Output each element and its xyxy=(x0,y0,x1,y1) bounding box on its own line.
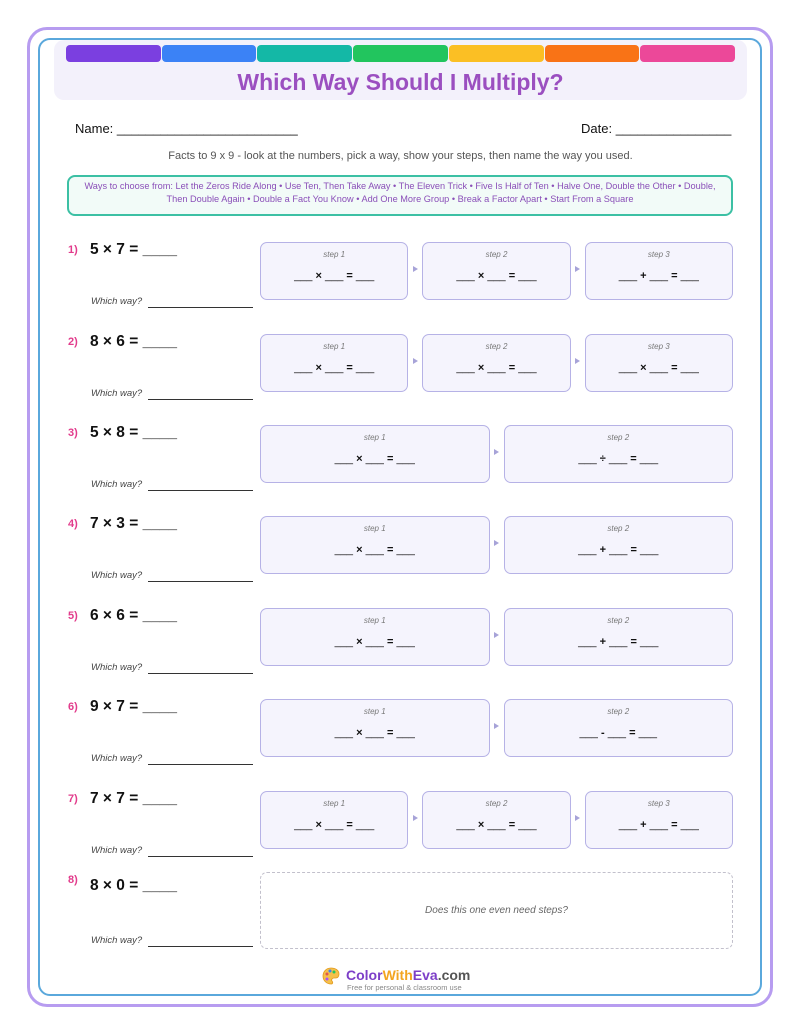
equals-symbol: = xyxy=(629,727,636,739)
step-equation xyxy=(261,636,489,648)
name-field[interactable] xyxy=(75,121,298,136)
step-box[interactable] xyxy=(504,608,734,666)
operator-symbol: × xyxy=(640,362,647,374)
operand-blank[interactable]: ___ xyxy=(365,544,384,556)
operand-blank[interactable]: ___ xyxy=(649,819,668,831)
multiplication-fact: 5 × 7 = ____ xyxy=(90,241,178,258)
step-box[interactable] xyxy=(585,242,733,300)
step-box[interactable] xyxy=(260,242,408,300)
operator-symbol: × xyxy=(477,362,485,374)
color-bar-segment xyxy=(640,45,735,62)
step-box[interactable] xyxy=(260,699,490,757)
operand-blank[interactable]: ___ xyxy=(487,819,506,831)
operand-blank[interactable]: ___ xyxy=(487,362,506,374)
operator-symbol: × xyxy=(315,362,322,374)
step-box[interactable] xyxy=(504,425,734,483)
operand-blank[interactable]: ___ xyxy=(618,362,638,374)
arrow-right-icon xyxy=(413,358,418,364)
step-equation xyxy=(261,270,407,282)
operand-blank[interactable]: ___ xyxy=(324,270,344,282)
step-label: step 3 xyxy=(647,342,670,351)
step-label: step 2 xyxy=(485,342,508,351)
operand-blank[interactable]: ___ xyxy=(578,636,597,648)
problem-row xyxy=(0,516,800,596)
operand-blank[interactable]: ___ xyxy=(456,270,475,282)
result-blank[interactable]: ___ xyxy=(355,362,375,374)
step-box[interactable] xyxy=(585,791,733,849)
equals-symbol: = xyxy=(630,636,637,648)
multiplication-fact: 8 × 6 = ____ xyxy=(90,333,178,350)
step-label: step 2 xyxy=(607,433,630,442)
brand-with: With xyxy=(382,967,413,983)
operator-symbol: + xyxy=(599,544,606,556)
problem-row xyxy=(0,608,800,688)
instructions: Facts to 9 x 9 - look at the numbers, pick a way, show your steps, then name the way you used. xyxy=(168,150,633,162)
equals-symbol: = xyxy=(346,270,353,282)
step-equation xyxy=(505,727,733,739)
which-way-label: Which way? xyxy=(91,662,143,673)
operand-blank[interactable]: ___ xyxy=(324,819,344,831)
operand-blank[interactable]: ___ xyxy=(607,727,627,739)
equals-symbol: = xyxy=(508,270,516,282)
step-box[interactable] xyxy=(585,334,733,392)
operand-blank[interactable]: ___ xyxy=(578,544,597,556)
color-bar-segment xyxy=(162,45,257,62)
multiplication-fact: 5 × 8 = ____ xyxy=(90,424,178,441)
arrow-right-icon xyxy=(575,358,580,364)
multiplication-fact: 7 × 3 = ____ xyxy=(90,515,178,532)
arrow-right-icon xyxy=(494,449,499,455)
result-blank[interactable]: ___ xyxy=(639,636,659,648)
problem-number: 8) xyxy=(68,874,78,886)
operand-blank[interactable]: ___ xyxy=(456,362,475,374)
step-label: step 3 xyxy=(647,250,670,259)
operator-symbol: × xyxy=(315,819,322,831)
operand-blank[interactable]: ___ xyxy=(609,636,628,648)
step-equation xyxy=(261,819,407,831)
operator-symbol: + xyxy=(599,636,606,648)
operand-blank[interactable]: ___ xyxy=(618,819,638,831)
operand-blank[interactable]: ___ xyxy=(365,727,384,739)
step-equation xyxy=(505,544,733,556)
step-label: step 1 xyxy=(323,342,346,351)
name-line[interactable]: _________________________ xyxy=(116,121,298,136)
operator-symbol: - xyxy=(600,727,605,739)
step-label: step 1 xyxy=(323,250,346,259)
step-equation xyxy=(505,636,733,648)
which-way-answer-line[interactable] xyxy=(148,856,253,857)
result-blank[interactable]: ___ xyxy=(396,636,415,648)
operand-blank[interactable]: ___ xyxy=(365,453,384,465)
which-way-label: Which way? xyxy=(91,845,143,856)
problem-number: 5) xyxy=(68,610,78,622)
step-box[interactable] xyxy=(260,791,408,849)
no-steps-note: Does this one even need steps? xyxy=(425,905,568,916)
operand-blank[interactable]: ___ xyxy=(618,270,638,282)
problem-number: 4) xyxy=(68,518,78,530)
operand-blank[interactable]: ___ xyxy=(334,453,353,465)
date-field[interactable] xyxy=(581,121,731,136)
equals-symbol: = xyxy=(508,362,516,374)
multiplication-fact: 8 × 0 = ____ xyxy=(90,877,178,894)
which-way-answer-line[interactable] xyxy=(148,581,253,582)
multiplication-fact: 6 × 6 = ____ xyxy=(90,607,178,624)
operand-blank[interactable]: ___ xyxy=(334,727,353,739)
footer-brand[interactable] xyxy=(346,967,470,983)
no-steps-box[interactable] xyxy=(260,872,733,949)
operand-blank[interactable]: ___ xyxy=(649,362,668,374)
step-equation xyxy=(423,270,569,282)
problem-row xyxy=(0,872,800,952)
step-box[interactable] xyxy=(260,516,490,574)
operand-blank[interactable]: ___ xyxy=(294,819,313,831)
operand-blank[interactable]: ___ xyxy=(487,270,506,282)
problem-row xyxy=(0,699,800,779)
which-way-answer-line[interactable] xyxy=(148,764,253,765)
result-blank[interactable]: ___ xyxy=(680,819,699,831)
step-label: step 1 xyxy=(363,616,386,625)
result-blank[interactable]: ___ xyxy=(639,453,659,465)
step-equation xyxy=(261,727,489,739)
equals-symbol: = xyxy=(346,819,353,831)
brand-color: Color xyxy=(346,967,383,983)
operator-symbol: ÷ xyxy=(599,453,606,465)
step-label: step 3 xyxy=(647,799,670,808)
operator-symbol: × xyxy=(356,453,363,465)
step-box[interactable] xyxy=(422,334,570,392)
brand-eva: Eva xyxy=(412,967,438,983)
equals-symbol: = xyxy=(508,819,516,831)
result-blank[interactable]: ___ xyxy=(396,544,415,556)
operator-symbol: × xyxy=(477,819,485,831)
arrow-right-icon xyxy=(494,632,499,638)
operator-symbol: × xyxy=(315,270,322,282)
operand-blank[interactable]: ___ xyxy=(334,544,353,556)
arrow-right-icon xyxy=(494,723,499,729)
arrow-right-icon xyxy=(413,815,418,821)
equals-symbol: = xyxy=(630,544,637,556)
operator-symbol: + xyxy=(640,819,647,831)
which-way-label: Which way? xyxy=(91,388,143,399)
problem-number: 6) xyxy=(68,701,78,713)
equals-symbol: = xyxy=(346,362,353,374)
result-blank[interactable]: ___ xyxy=(639,544,659,556)
equals-symbol: = xyxy=(386,636,394,648)
equals-symbol: = xyxy=(630,453,637,465)
step-box[interactable] xyxy=(260,608,490,666)
operand-blank[interactable]: ___ xyxy=(324,362,344,374)
step-equation xyxy=(261,544,489,556)
step-label: step 1 xyxy=(363,433,386,442)
which-way-answer-line[interactable] xyxy=(148,946,253,947)
step-equation xyxy=(261,453,489,465)
date-line[interactable]: ________________ xyxy=(615,121,732,136)
operand-blank[interactable]: ___ xyxy=(294,362,313,374)
result-blank[interactable]: ___ xyxy=(396,453,415,465)
operand-blank[interactable]: ___ xyxy=(609,544,628,556)
result-blank[interactable]: ___ xyxy=(518,270,537,282)
which-way-label: Which way? xyxy=(91,570,143,581)
footer-subtitle: Free for personal & classroom use xyxy=(347,983,462,992)
result-blank[interactable]: ___ xyxy=(518,819,537,831)
step-equation xyxy=(261,362,407,374)
ways-text: Ways to choose from: Let the Zeros Ride Along • Use Ten, Then Take Away • The Eleven Trick • Five Is Half of Ten • Halve One, Double the Other • Double, Then Double Again • Double a Fact You Know • Add One More Group • Break a Factor Apart • Start From a Square xyxy=(84,181,716,204)
step-box[interactable] xyxy=(504,516,734,574)
operand-blank[interactable]: ___ xyxy=(579,727,598,739)
equals-symbol: = xyxy=(671,362,678,374)
result-blank[interactable]: ___ xyxy=(680,270,699,282)
step-box[interactable] xyxy=(422,242,570,300)
step-box[interactable] xyxy=(422,791,570,849)
operand-blank[interactable]: ___ xyxy=(365,636,384,648)
which-way-label: Which way? xyxy=(91,296,143,307)
operator-symbol: × xyxy=(477,270,485,282)
problem-row xyxy=(0,242,800,322)
step-label: step 2 xyxy=(607,707,630,716)
step-equation xyxy=(586,362,732,374)
page-title: Which Way Should I Multiply? xyxy=(237,69,564,95)
which-way-label: Which way? xyxy=(91,935,143,946)
step-label: step 2 xyxy=(607,616,630,625)
operator-symbol: × xyxy=(356,727,363,739)
operand-blank[interactable]: ___ xyxy=(456,819,475,831)
step-label: step 2 xyxy=(607,524,630,533)
which-way-answer-line[interactable] xyxy=(148,490,253,491)
equals-symbol: = xyxy=(386,544,394,556)
multiplication-fact: 7 × 7 = ____ xyxy=(90,790,178,807)
multiplication-fact: 9 × 7 = ____ xyxy=(90,698,178,715)
color-bar-segment xyxy=(545,45,640,62)
equals-symbol: = xyxy=(671,819,678,831)
arrow-right-icon xyxy=(494,540,499,546)
arrow-right-icon xyxy=(575,815,580,821)
result-blank[interactable]: ___ xyxy=(355,819,375,831)
color-bar-segment xyxy=(449,45,544,62)
operand-blank[interactable]: ___ xyxy=(578,453,597,465)
problem-number: 1) xyxy=(68,244,78,256)
arrow-right-icon xyxy=(413,266,418,272)
operand-blank[interactable]: ___ xyxy=(649,270,668,282)
problem-row xyxy=(0,334,800,414)
operand-blank[interactable]: ___ xyxy=(334,636,353,648)
result-blank[interactable]: ___ xyxy=(355,270,375,282)
which-way-answer-line[interactable] xyxy=(148,673,253,674)
step-equation xyxy=(586,819,732,831)
step-box[interactable] xyxy=(504,699,734,757)
step-label: step 1 xyxy=(363,524,386,533)
equals-symbol: = xyxy=(386,727,394,739)
step-label: step 1 xyxy=(363,707,386,716)
operand-blank[interactable]: ___ xyxy=(294,270,313,282)
problem-number: 3) xyxy=(68,427,78,439)
arrow-right-icon xyxy=(575,266,580,272)
which-way-answer-line[interactable] xyxy=(148,307,253,308)
equals-symbol: = xyxy=(386,453,394,465)
operator-symbol: + xyxy=(640,270,647,282)
color-bar-segment xyxy=(257,45,352,62)
step-label: step 2 xyxy=(485,250,508,259)
operand-blank[interactable]: ___ xyxy=(608,453,628,465)
result-blank[interactable]: ___ xyxy=(680,362,699,374)
ways-box xyxy=(67,175,733,216)
step-equation xyxy=(505,453,733,465)
operator-symbol: × xyxy=(356,544,363,556)
equals-symbol: = xyxy=(671,270,678,282)
problem-row xyxy=(0,791,800,871)
step-box[interactable] xyxy=(260,425,490,483)
brand-com: .com xyxy=(437,967,471,983)
step-label: step 2 xyxy=(485,799,508,808)
step-label: step 1 xyxy=(323,799,346,808)
problem-number: 2) xyxy=(68,336,78,348)
palette-icon xyxy=(321,966,341,986)
problem-number: 7) xyxy=(68,793,78,805)
which-way-answer-line[interactable] xyxy=(148,399,253,400)
name-label: Name: xyxy=(75,121,114,136)
color-bar-segment xyxy=(353,45,448,62)
step-box[interactable] xyxy=(260,334,408,392)
result-blank[interactable]: ___ xyxy=(518,362,537,374)
result-blank[interactable]: ___ xyxy=(638,727,657,739)
problem-row xyxy=(0,425,800,505)
color-bar-segment xyxy=(66,45,161,62)
date-label: Date: xyxy=(581,121,613,136)
which-way-label: Which way? xyxy=(91,479,143,490)
step-equation xyxy=(423,819,569,831)
which-way-label: Which way? xyxy=(91,753,143,764)
result-blank[interactable]: ___ xyxy=(396,727,415,739)
step-equation xyxy=(586,270,732,282)
step-equation xyxy=(423,362,569,374)
operator-symbol: × xyxy=(356,636,363,648)
